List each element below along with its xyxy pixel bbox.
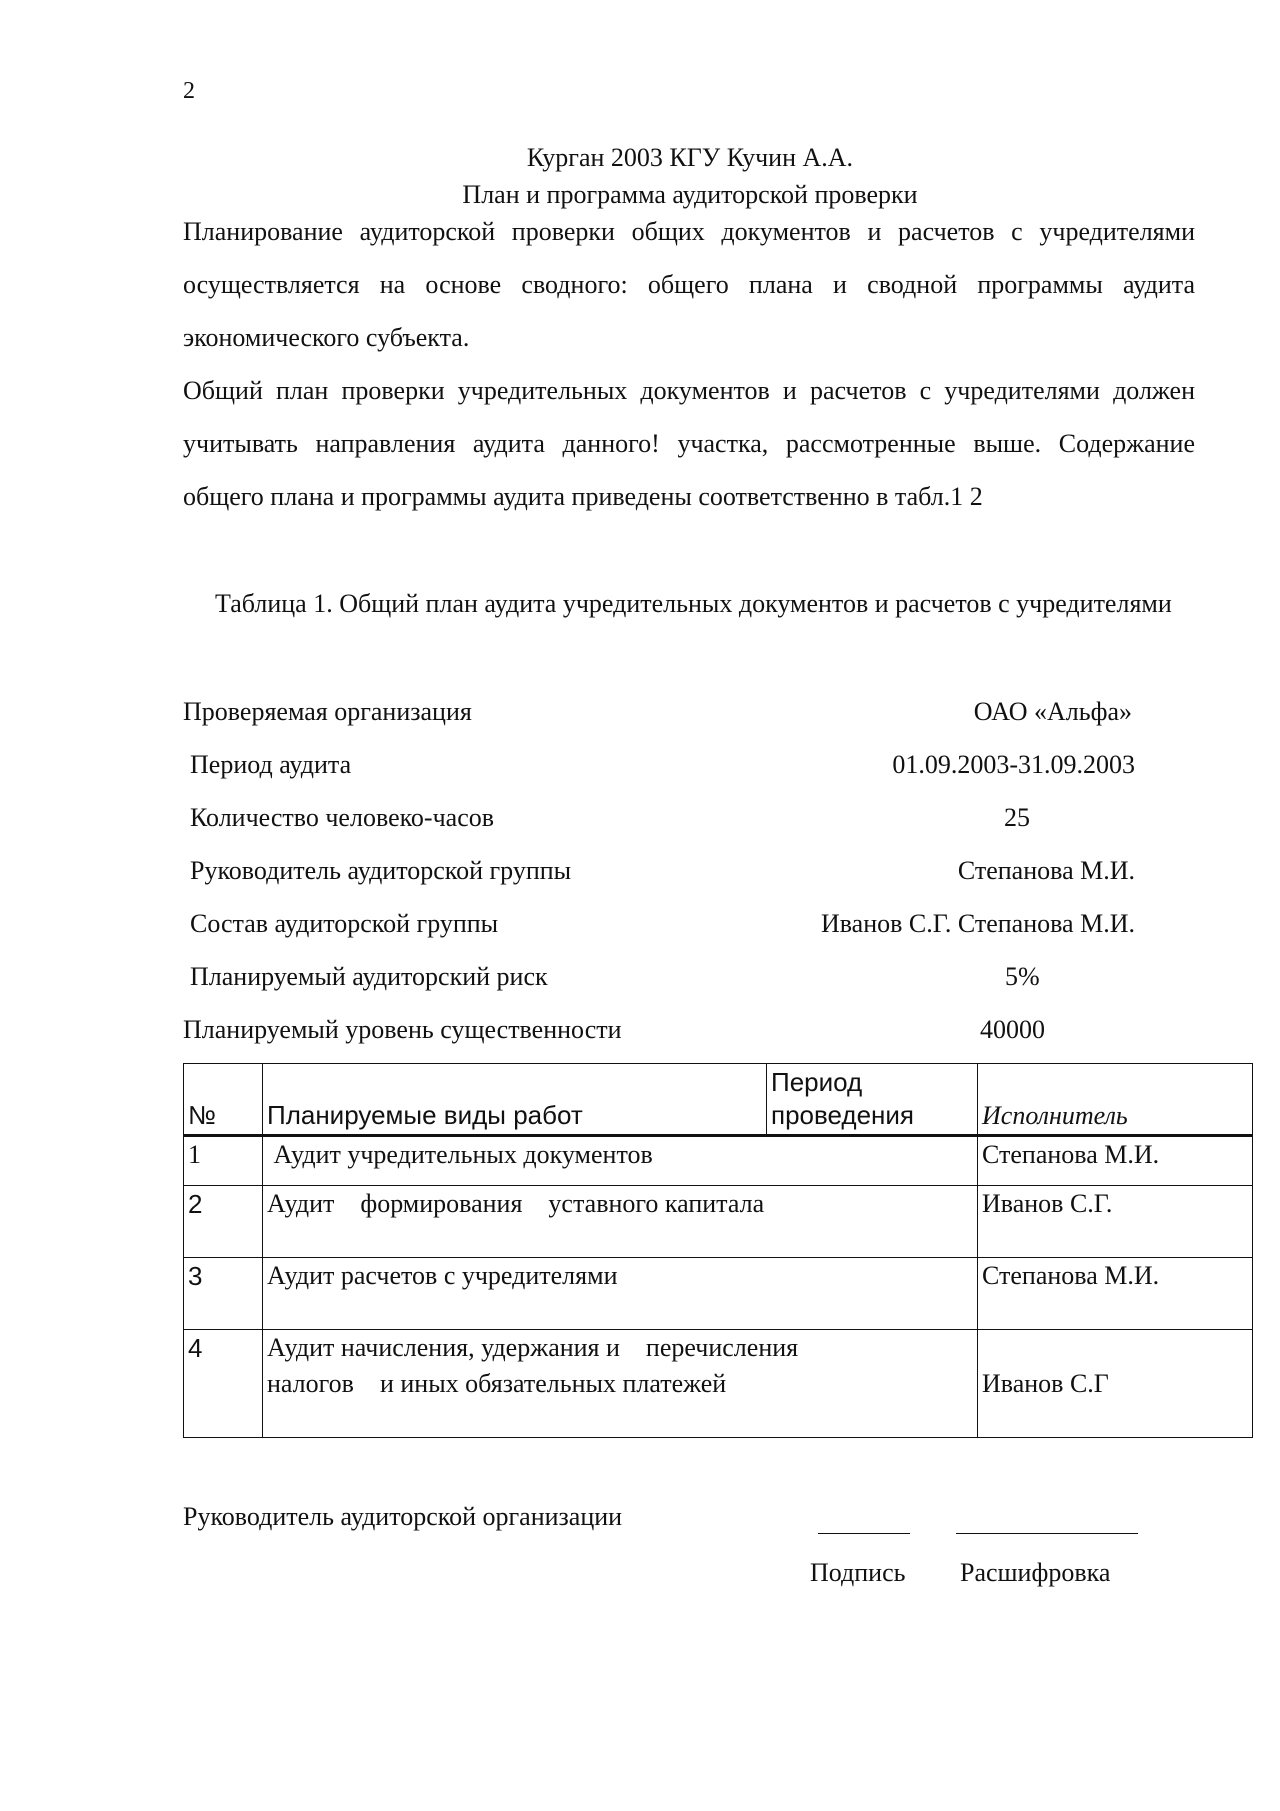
info-label-team: Состав аудиторской группы [190,909,499,938]
info-value-risk: 5% [1005,962,1040,991]
table-header-row [184,1064,1253,1136]
info-value-organization: ОАО «Альфа» [973,697,1132,726]
header-num: № [184,1064,263,1136]
info-label-period: Период аудита [190,750,352,779]
header-period-line1: Период [771,1067,863,1097]
header-executor: Исполнитель [978,1064,1253,1136]
table-row [184,1186,1253,1258]
signature-caption: Подпись [810,1558,906,1587]
info-value-hours: 25 [1004,803,1030,832]
name-line [956,1533,1138,1534]
row-work [263,1330,978,1438]
works-table [183,1063,1253,1438]
info-label-hours: Количество человеко-часов [190,803,495,832]
row-executor: Степанова М.И. [978,1258,1253,1330]
header-subtitle: План и программа аудиторской проверки [462,180,918,209]
paragraph-2: Общий план проверки учредительных документов и расчетов с учредителями должен учитывать направления аудита данного! участка, рассмотренные выше. Содержание общего плана и программы аудита приведены соответственно в табл.1 2 [183,376,1195,511]
table-row [184,1258,1253,1330]
row-work-line2: налогов и иных обязательных платежей [267,1369,727,1398]
name-caption: Расшифровка [960,1558,1111,1587]
info-value-period: 01.09.2003-31.09.2003 [892,750,1135,779]
row-executor: Иванов С.Г. [978,1186,1253,1258]
info-value-materiality: 40000 [980,1015,1045,1044]
info-label-materiality: Планируемый уровень существенности [183,1015,622,1044]
header-works: Планируемые виды работ [263,1064,767,1136]
info-label-organization: Проверяемая организация [183,697,472,726]
paragraph-1: Планирование аудиторской проверки общих документов и расчетов с учредителями осуществляется на основе сводного: общего плана и сводной программы аудита экономического субъекта. [183,217,1195,352]
info-label-risk: Планируемый аудиторский риск [190,962,548,991]
signature-line [818,1533,910,1534]
signature-label: Руководитель аудиторской организации [183,1502,623,1531]
row-work: Аудит расчетов с учредителями [263,1258,978,1330]
row-num: 3 [184,1258,263,1330]
header-period [767,1064,978,1136]
table-row [184,1136,1253,1186]
info-label-team-lead: Руководитель аудиторской группы [190,856,572,885]
row-executor: Степанова М.И. [978,1136,1253,1186]
row-work-line1: Аудит начисления, удержания и перечисления [267,1333,799,1362]
table-row [184,1330,1253,1438]
row-work: Аудит учредительных документов [263,1136,978,1186]
info-value-team-lead: Степанова М.И. [957,856,1135,885]
table-caption: Таблица 1. Общий план аудита учредительных документов и расчетов с учредителями [215,589,1172,618]
header-title: Курган 2003 КГУ Кучин А.А. [526,143,854,172]
info-value-team: Иванов С.Г. Степанова М.И. [820,909,1135,938]
row-work: Аудит формирования уставного капитала [263,1186,978,1258]
row-executor-text: Иванов С.Г [982,1369,1109,1398]
page-number: 2 [183,78,195,104]
header-period-line2: проведения [771,1100,914,1130]
row-num: 1 [184,1136,263,1186]
row-executor [978,1330,1253,1438]
row-num: 4 [184,1330,263,1438]
row-num: 2 [184,1186,263,1258]
